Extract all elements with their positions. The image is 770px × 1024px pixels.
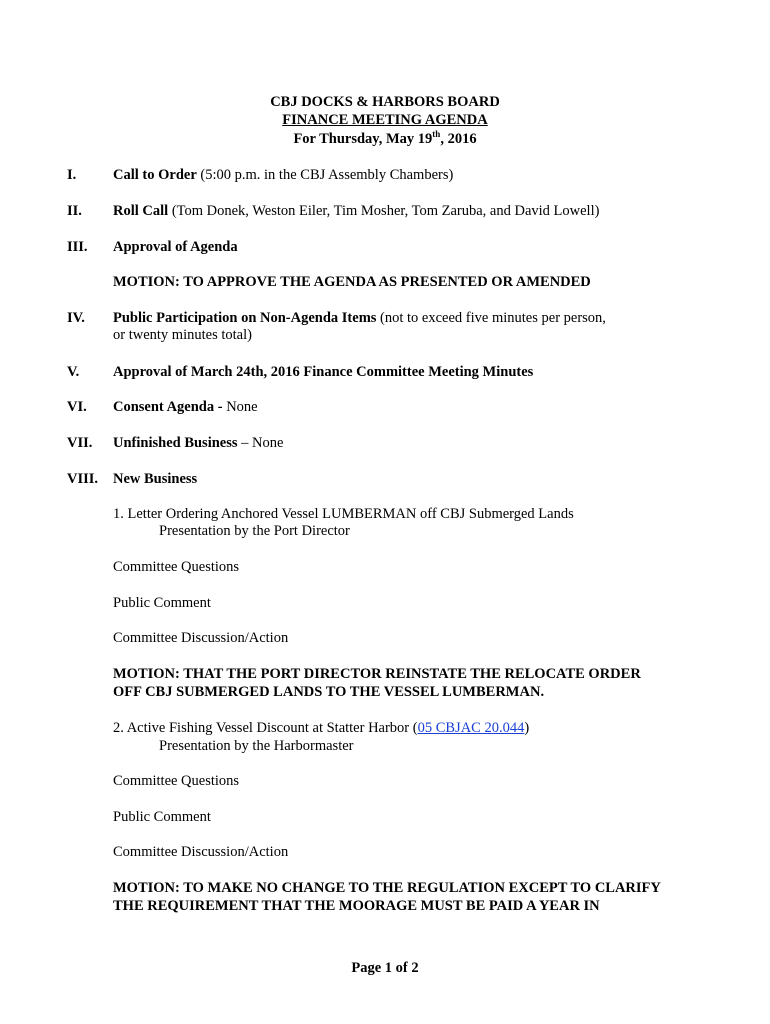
item-number: III. — [67, 239, 88, 255]
board-name: CBJ DOCKS & HARBORS BOARD — [270, 94, 500, 110]
item-number: VI. — [67, 399, 87, 415]
new-business-1-questions: Committee Questions — [113, 559, 240, 575]
agenda-item-call-to-order: Call to Order (5:00 p.m. in the CBJ Assembly Chambers) — [113, 167, 454, 183]
agenda-title: FINANCE MEETING AGENDA — [282, 112, 488, 128]
item-number: VII. — [67, 435, 93, 451]
agenda-item-consent: Consent Agenda - None — [113, 399, 258, 415]
item-number: V. — [67, 364, 80, 380]
new-business-2-questions: Committee Questions — [113, 773, 240, 789]
new-business-1-title: 1. Letter Ordering Anchored Vessel LUMBERMAN off CBJ Submerged Lands — [113, 506, 574, 522]
item-number: II. — [67, 203, 82, 219]
agenda-item-approval-minutes: Approval of March 24th, 2016 Finance Committee Meeting Minutes — [113, 364, 534, 380]
meeting-date: For Thursday, May 19th, 2016 — [293, 129, 477, 147]
motion-lumberman-line-2: OFF CBJ SUBMERGED LANDS TO THE VESSEL LUMBERMAN. — [113, 684, 545, 700]
new-business-2-title: 2. Active Fishing Vessel Discount at Statter Harbor (05 CBJAC 20.044) — [113, 720, 530, 736]
cbjac-link[interactable]: 05 CBJAC 20.044 — [417, 720, 525, 736]
agenda-item-public-participation-cont: or twenty minutes total) — [113, 327, 252, 343]
agenda-item-unfinished: Unfinished Business – None — [113, 435, 284, 451]
motion-regulation-line-1: MOTION: TO MAKE NO CHANGE TO THE REGULATION EXCEPT TO CLARIFY — [113, 880, 661, 896]
page-number: Page 1 of 2 — [351, 960, 419, 976]
new-business-2-public-comment: Public Comment — [113, 809, 211, 825]
new-business-1-presenter: Presentation by the Port Director — [159, 523, 350, 539]
item-number: VIII. — [67, 471, 99, 487]
agenda-item-public-participation: Public Participation on Non-Agenda Items (not to exceed five minutes per person, — [113, 310, 606, 326]
new-business-1-public-comment: Public Comment — [113, 595, 211, 611]
agenda-item-new-business: New Business — [113, 471, 198, 487]
item-number: IV. — [67, 310, 85, 326]
motion-lumberman-line-1: MOTION: THAT THE PORT DIRECTOR REINSTATE THE RELOCATE ORDER — [113, 666, 641, 682]
new-business-1-discussion: Committee Discussion/Action — [113, 630, 289, 646]
agenda-item-approval-agenda: Approval of Agenda — [113, 239, 238, 255]
new-business-2-presenter: Presentation by the Harbormaster — [159, 738, 354, 754]
new-business-2-discussion: Committee Discussion/Action — [113, 844, 289, 860]
motion-approve-agenda: MOTION: TO APPROVE THE AGENDA AS PRESENTED OR AMENDED — [113, 274, 591, 290]
agenda-item-roll-call: Roll Call (Tom Donek, Weston Eiler, Tim Mosher, Tom Zaruba, and David Lowell) — [113, 203, 600, 219]
motion-regulation-line-2: THE REQUIREMENT THAT THE MOORAGE MUST BE PAID A YEAR IN — [113, 898, 600, 914]
item-number: I. — [67, 167, 77, 183]
